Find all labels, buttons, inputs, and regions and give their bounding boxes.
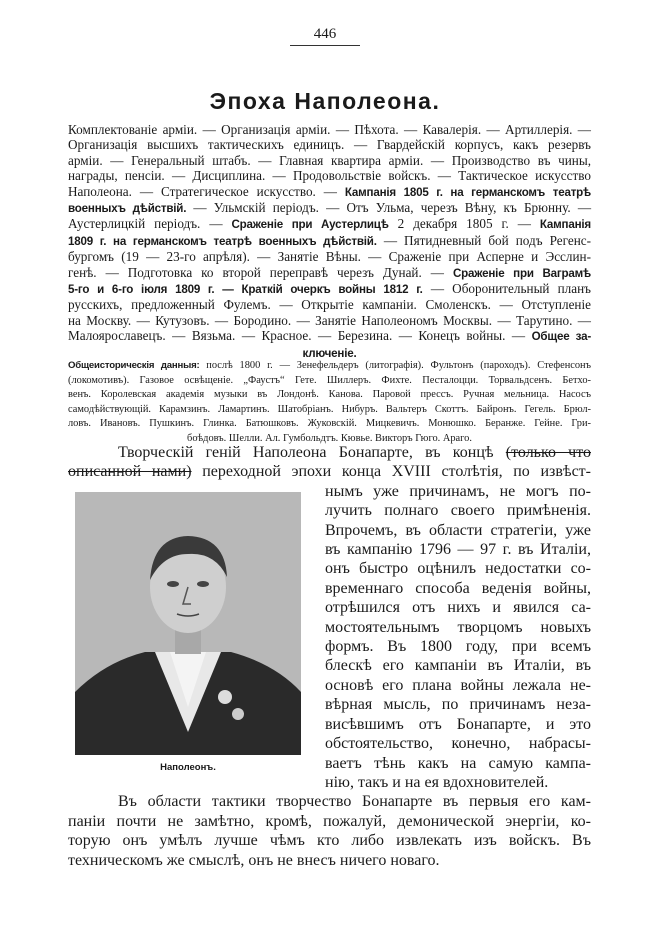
portrait-caption: Наполеонъ.: [160, 762, 216, 773]
text-segment: нію, такъ и на ея вдохновителей.: [325, 773, 549, 791]
text-segment: арміи. — Генеральный штабъ. — Главная квартира арміи. — Производство въ чины,: [68, 152, 591, 168]
general-data-line: [68, 403, 591, 418]
text-segment: ловъ. Ивановъ. Пушкинъ. Глинка. Батюшковъ. Жуковскій. Мицкевичъ. Монюшко. Беранже. Гейне. Гри-: [68, 418, 591, 430]
general-data-line: [68, 374, 591, 389]
text-segment: (локомотивъ). Газовое освѣщеніе. „Фаустъ“ Гете. Шиллеръ. Фихте. Песталоцци. Торвальдсенъ. Бетхо-: [68, 374, 591, 386]
struck-text: (только что: [505, 444, 591, 461]
text-segment: висѣвшимъ отъ Бонапарте, и это: [325, 715, 591, 733]
body-line: [68, 443, 591, 462]
body-line: [68, 792, 591, 811]
text-segment: бургомъ (19 — 23-го апрѣля). — Занятіе Вѣны. — Сраженіе при Асперне и Эсслин-: [68, 249, 591, 265]
body-line: [325, 676, 591, 695]
body-line: [325, 521, 591, 540]
summary-line: [68, 313, 591, 328]
body-line: [325, 579, 591, 598]
text-segment: техническомъ же смыслѣ, онъ не внесъ ничего новаго.: [68, 851, 440, 869]
summary-line: [68, 233, 591, 249]
summary-line: [68, 200, 591, 216]
bold-heading-text: ключеніе.: [302, 346, 357, 360]
text-segment: русскихъ, предложенный Фулемъ. — Открытіе кампаніи. Смоленскъ. — Отступленіе: [68, 297, 591, 313]
summary-line: [68, 297, 591, 312]
bold-heading-text: военныхъ дѣйствій.: [68, 202, 187, 216]
text-segment: самодѣйствующій. Карамзинъ. Ламартинъ. Шатобріанъ. Нибуръ. Вальтеръ Скоттъ. Байронъ. Гегель. Брюл-: [68, 403, 591, 415]
text-segment: въ кампанію 1796 — 97 г. въ Италіи,: [325, 541, 591, 559]
body-line: [68, 831, 591, 850]
text-segment: венъ. Королевская академія музыки въ Лондонѣ. Канова. Паровой прессъ. Ручная мельница. Насосъ: [68, 389, 591, 401]
body-line: [325, 734, 591, 753]
text-segment: мостоятельнымъ творцомъ новыхъ: [325, 618, 591, 636]
body-line: [325, 482, 591, 501]
summary-line: [68, 184, 591, 200]
general-historical-data: [68, 359, 591, 447]
summary-line: [68, 153, 591, 168]
general-data-line: [68, 417, 591, 432]
body-line: [325, 559, 591, 578]
struck-text: описанной нами): [68, 463, 192, 481]
text-segment: формъ. Въ 1800 году, при всемъ: [325, 638, 591, 656]
general-data-line: [68, 388, 591, 403]
body-line: [325, 598, 591, 617]
summary-line: [68, 137, 591, 152]
bold-heading-text: Кампанія: [539, 218, 591, 232]
bold-heading-text: Общеисторическія данныя:: [68, 360, 200, 371]
summary-line: [68, 281, 591, 297]
body-line: [325, 695, 591, 714]
body-line: [325, 618, 591, 637]
text-segment: генѣ. — Подготовка ко второй переправѣ черезъ Дунай. —: [68, 264, 453, 280]
text-segment: основѣ его плана войны лежала не-: [325, 676, 591, 694]
text-segment: Малоярославецъ. — Вязьма. — Красное. — Березина. — Конецъ войны. —: [68, 328, 532, 344]
text-segment: вѣрная мысль, по причинамъ неза-: [325, 696, 591, 714]
text-segment: 2 декабря 1805 г. —: [388, 216, 540, 232]
body-line: [325, 754, 591, 773]
body-line: [325, 656, 591, 675]
bold-heading-text: Кампанія 1805 г. на германскомъ театрѣ: [344, 185, 591, 199]
text-segment: торую онъ умѣлъ лучше чѣмъ кто либо извлекать изъ войскъ. Въ: [68, 832, 591, 850]
text-segment: на Москву. — Кутузовъ. — Бородино. — Занятіе Наполеономъ Москвы. — Тарутино. —: [68, 312, 591, 328]
body-line: [68, 462, 591, 481]
text-segment: нымъ уже причинамъ, не могъ по-: [325, 482, 591, 500]
text-segment: — Оборонительный планъ: [422, 281, 591, 297]
bold-heading-text: Сраженіе при Аустерлицѣ: [231, 218, 389, 232]
bold-heading-text: Общее за-: [531, 330, 591, 344]
chapter-summary: [68, 122, 591, 361]
body-line: [325, 637, 591, 656]
text-segment: обстоятельство, конечно, набрасы-: [325, 735, 591, 753]
text-segment: послѣ 1800 г. — Зенефельдеръ (литографія). Фультонъ (пароходъ). Стефенсонъ: [199, 360, 591, 371]
text-segment: блескѣ его кампаніи въ Италіи, въ: [325, 657, 591, 675]
text-segment: переходной эпохи конца XVIII столѣтія, по извѣст-: [191, 463, 592, 481]
bold-heading-text: Сраженіе при Ваграмѣ: [452, 266, 591, 280]
text-segment: — Пятидневный бой подъ Регенс-: [376, 232, 591, 248]
text-segment: паніи почти не замѣтно, кромѣ, пожалуй, демонической энергіи, ко-: [68, 812, 591, 830]
text-segment: ваетъ тѣнь какъ на самую кампа-: [325, 754, 591, 772]
chapter-title: Эпоха Наполеона.: [209, 88, 441, 114]
page-number-rule: [290, 45, 360, 46]
body-line: [68, 812, 591, 831]
bold-heading-text: 1809 г. на германскомъ театрѣ военныхъ дѣйствій.: [68, 234, 377, 248]
body-line: [325, 540, 591, 559]
text-segment: — Ульмскій періодъ. — Отъ Ульма, черезъ Вѣну, къ Брюнну. —: [186, 200, 592, 216]
summary-line: [68, 328, 591, 344]
text-segment: Въ области тактики творчество Бонапарте въ первыя его кам-: [118, 793, 591, 811]
text-segment: лучить полнаго своего примѣненія.: [325, 502, 591, 520]
summary-line: [68, 168, 591, 183]
text-segment: Организація высшихъ тактическихъ единицъ. — Гвардейскій корпусъ, какъ резервъ: [68, 137, 591, 153]
text-segment: онъ быстро оцѣнилъ недостатки со-: [325, 560, 591, 578]
body-line: [68, 851, 591, 870]
napoleon-portrait: [75, 492, 301, 755]
body-line: [325, 715, 591, 734]
text-segment: боѣдовъ. Шелли. Ал. Гумбольдтъ. Кювье. Викторъ Гюго. Араго.: [187, 432, 472, 444]
summary-line: [68, 216, 591, 232]
summary-line: [68, 122, 591, 137]
text-segment: Впрочемъ, въ области стратегіи, уже: [325, 521, 591, 539]
body-line: [325, 501, 591, 520]
summary-line: [68, 249, 591, 264]
text-segment: временнаго способа веденія войны,: [325, 579, 591, 597]
body-line: [325, 773, 591, 792]
text-segment: Наполеона. — Стратегическое искусство. —: [68, 183, 345, 199]
text-segment: Аустерлицкій періодъ. —: [68, 216, 232, 232]
portrait-engraving-icon: [75, 492, 301, 755]
page-number: 446: [313, 26, 337, 42]
text-segment: отрѣшился отъ нихъ и явился са-: [325, 599, 591, 617]
summary-line: [68, 265, 591, 281]
text-segment: награды, пенсіи. — Дисциплина. — Продовольствіе войскъ. — Тактическое искусство: [68, 168, 591, 184]
text-segment: Творческій геній Наполеона Бонапарте, въ концѣ: [118, 444, 506, 461]
bold-heading-text: 5-го и 6-го іюля 1809 г. — Краткій очеркъ войны 1812 г.: [68, 283, 423, 297]
text-segment: Комплектованіе арміи. — Организація арміи. — Пѣхота. — Кавалерія. — Артиллерія. —: [68, 122, 591, 137]
general-data-line: [68, 359, 591, 374]
